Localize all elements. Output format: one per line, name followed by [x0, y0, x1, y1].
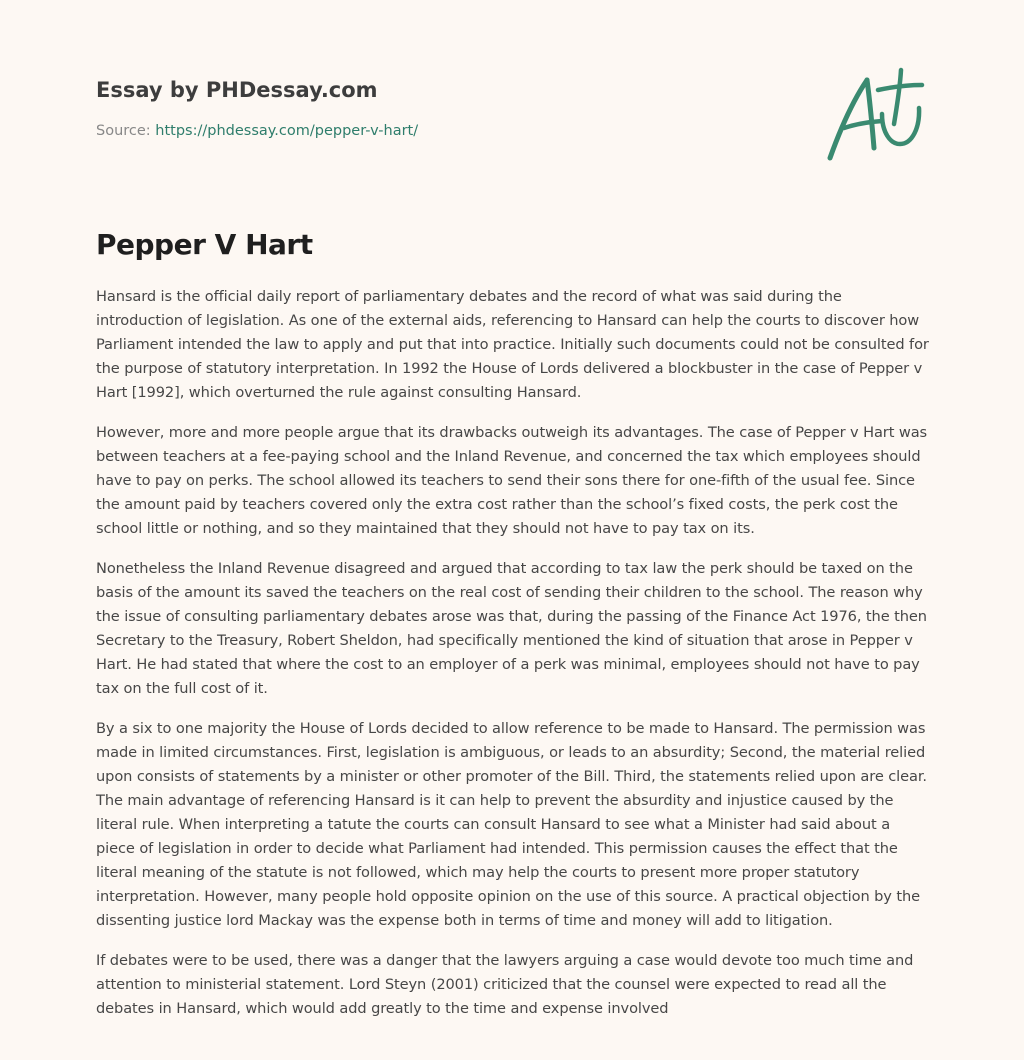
brand-title: Essay by PHDessay.com: [96, 78, 378, 102]
article-body: [96, 285, 930, 1037]
paragraph: By a six to one majority the House of Lords decided to allow reference to be made to Hansard. The permission was made in limited circumstances. First, legislation is ambiguous, or leads to an absurdity; Second, the material relied upon consists of statements by a minister or other promoter of the Bill. Third, the statements relied upon are clear. The main advantage of referencing Hansard is it can help to prevent the absurdity and injustice caused by the literal rule. When interpreting a tatute the courts can consult Hansard to see what a Minister had said about a piece of legislation in order to decide what Parliament had intended. This permission causes the effect that the literal meaning of the statute is not followed, which may help the courts to present more proper statutory interpretation. However, many people hold opposite opinion on the use of this source. A practical objection by the dissenting justice lord Mackay was the expense both in terms of time and money will add to litigation.: [96, 720, 927, 929]
paragraph: If debates were to be used, there was a danger that the lawyers arguing a case would devote too much time and attention to ministerial statement. Lord Steyn (2001) criticized that the counsel were expected to read all the debates in Hansard, which would add greatly to the time and expense involved: [96, 952, 914, 1017]
paragraph: However, more and more people argue that its drawbacks outweigh its advantages. The case of Pepper v Hart was between teachers at a fee-paying school and the Inland Revenue, and concerned the tax which employees should have to pay on perks. The school allowed its teachers to send their sons there for one-fifth of the usual fee. Since the amount paid by teachers covered only the extra cost rather than the school’s fixed costs, the perk cost the school little or nothing, and so they maintained that they should not have to pay tax on its.: [96, 424, 928, 537]
paragraph: Hansard is the official daily report of parliamentary debates and the record of what was said during the introduction of legislation. As one of the external aids, referencing to Hansard can help the courts to discover how Parliament intended the law to apply and put that into practice. Initially such documents could not be consulted for the purpose of statutory interpretation. In 1992 the House of Lords delivered a blockbuster in the case of Pepper v Hart [1992], which overturned the rule against consulting Hansard.: [96, 288, 929, 401]
paragraph: Nonetheless the Inland Revenue disagreed and argued that according to tax law the perk should be taxed on the basis of the amount its saved the teachers on the real cost of sending their children to the school. The reason why the issue of consulting parliamentary debates arose was that, during the passing of the Finance Act 1976, the then Secretary to the Treasury, Robert Sheldon, had specifically mentioned the kind of situation that arose in Pepper v Hart. He had stated that where the cost to an employer of a perk was minimal, employees should not have to pay tax on the full cost of it.: [96, 560, 927, 697]
essay-header: [96, 76, 696, 141]
source-line: [96, 121, 696, 141]
source-label: Source:: [96, 123, 156, 139]
source-link[interactable]: https://phdessay.com/pepper-v-hart/: [155, 123, 419, 139]
article-title: Pepper V Hart: [96, 228, 313, 261]
a-plus-logo-icon: [822, 66, 932, 166]
